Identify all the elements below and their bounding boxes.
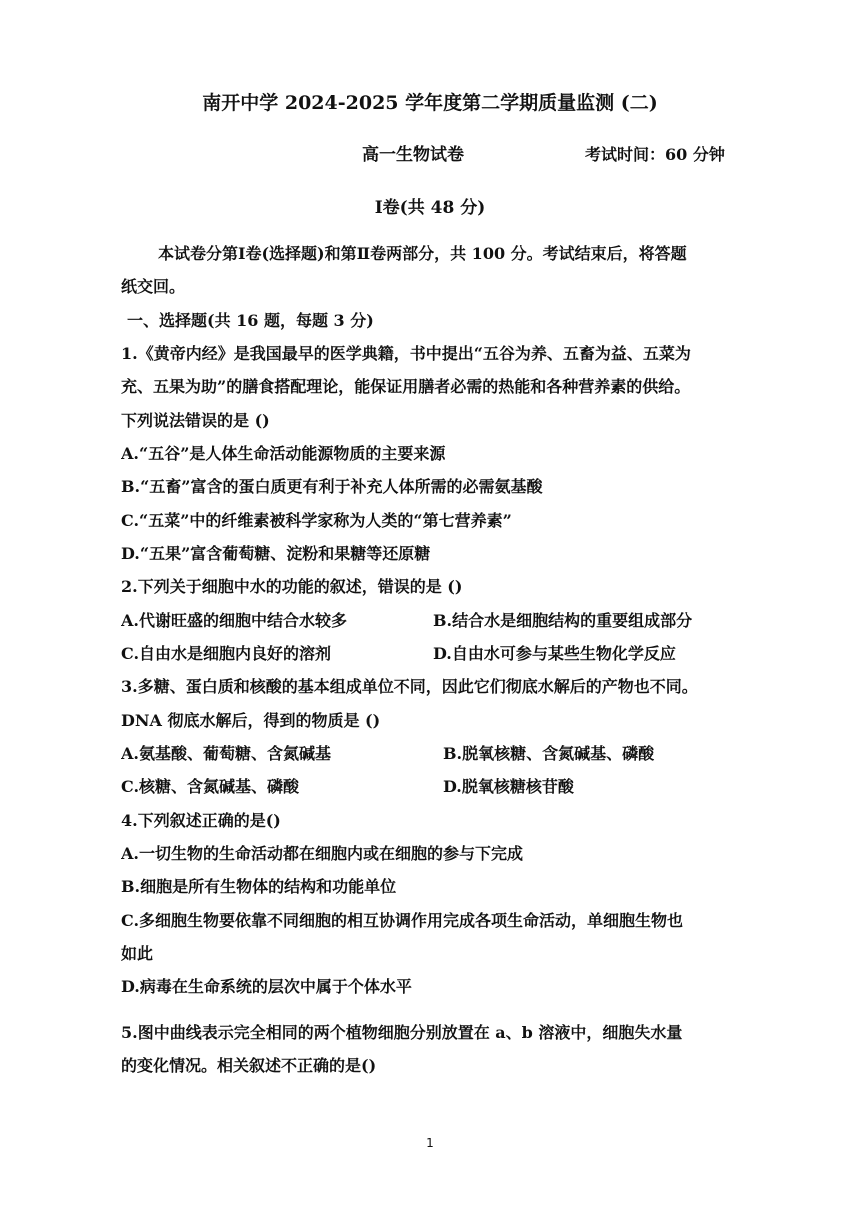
q3-stem-1: 3.多糖、蛋白质和核酸的基本组成单位不同，因此它们彻底水解后的产物也不同。	[121, 677, 698, 696]
q3-options-row-1	[121, 743, 750, 765]
q4-option-d: D.病毒在生命系统的层次中属于个体水平	[121, 977, 412, 996]
q4-option-c-line-2: 如此	[121, 944, 154, 963]
exam-title: 南开中学 2024-2025 学年度第二学期质量监测 (二)	[202, 92, 658, 114]
part-title: Ⅰ卷(共 48 分)	[374, 198, 486, 218]
q3-option-a: A.氨基酸、葡萄糖、含氮碱基	[121, 744, 331, 763]
q3-option-b: B.脱氧核糖、含氮碱基、磷酸	[443, 744, 655, 763]
q4-option-a: A.一切生物的生命活动都在细胞内或在细胞的参与下完成	[121, 844, 523, 863]
q4-option-c-line-1: C.多细胞生物要依靠不同细胞的相互协调作用完成各项生命活动，单细胞生物也	[121, 911, 684, 930]
q5-stem-1: 5.图中曲线表示完全相同的两个植物细胞分别放置在 a、b 溶液中，细胞失水量	[121, 1023, 683, 1042]
page-number: 1	[426, 1136, 434, 1150]
q3-option-c: C.核糖、含氮碱基、磷酸	[121, 777, 300, 796]
q2-option-c: C.自由水是细胞内良好的溶剂	[121, 644, 332, 663]
q2-stem: 2.下列关于细胞中水的功能的叙述，错误的是 ()	[121, 577, 463, 596]
intro-line-1: 本试卷分第Ⅰ卷(选择题)和第Ⅱ卷两部分，共 100 分。考试结束后，将答题	[158, 244, 687, 263]
q2-option-a: A.代谢旺盛的细胞中结合水较多	[121, 611, 347, 630]
q2-options-row-1	[121, 610, 750, 632]
q1-stem-3: 下列说法错误的是 ()	[121, 411, 270, 430]
q1-option-a: A.“五谷”是人体生命活动能源物质的主要来源	[121, 444, 446, 463]
q2-options-row-2	[121, 643, 750, 665]
q3-stem-2: DNA 彻底水解后，得到的物质是 ()	[121, 711, 381, 730]
q3-options-row-2	[121, 776, 750, 798]
q1-option-d: D.“五果”富含葡萄糖、淀粉和果糖等还原糖	[121, 544, 431, 563]
q4-option-b: B.细胞是所有生物体的结构和功能单位	[121, 877, 397, 896]
q2-option-d: D.自由水可参与某些生物化学反应	[433, 644, 676, 663]
exam-time: 考试时间：60 分钟	[585, 145, 725, 164]
q5-stem-2: 的变化情况。相关叙述不正确的是()	[121, 1056, 377, 1075]
q1-stem-2: 充、五果为助”的膳食搭配理论，能保证用膳者必需的热能和各种营养素的供给。	[121, 377, 691, 396]
q2-option-b: B.结合水是细胞结构的重要组成部分	[433, 611, 693, 630]
q1-option-b: B.“五畜”富含的蛋白质更有利于补充人体所需的必需氨基酸	[121, 477, 543, 496]
q3-option-d: D.脱氧核糖核苷酸	[443, 777, 574, 796]
intro-line-2: 纸交回。	[121, 277, 186, 296]
section-heading: 一、选择题(共 16 题，每题 3 分)	[127, 311, 374, 330]
subject-title: 高一生物试卷	[362, 145, 464, 165]
q1-option-c: C.“五菜”中的纤维素被科学家称为人类的“第七营养素”	[121, 511, 512, 530]
q1-stem-1: 1.《黄帝内经》是我国最早的医学典籍，书中提出“五谷为养、五畜为益、五菜为	[121, 344, 691, 363]
q4-stem: 4.下列叙述正确的是()	[121, 811, 281, 830]
